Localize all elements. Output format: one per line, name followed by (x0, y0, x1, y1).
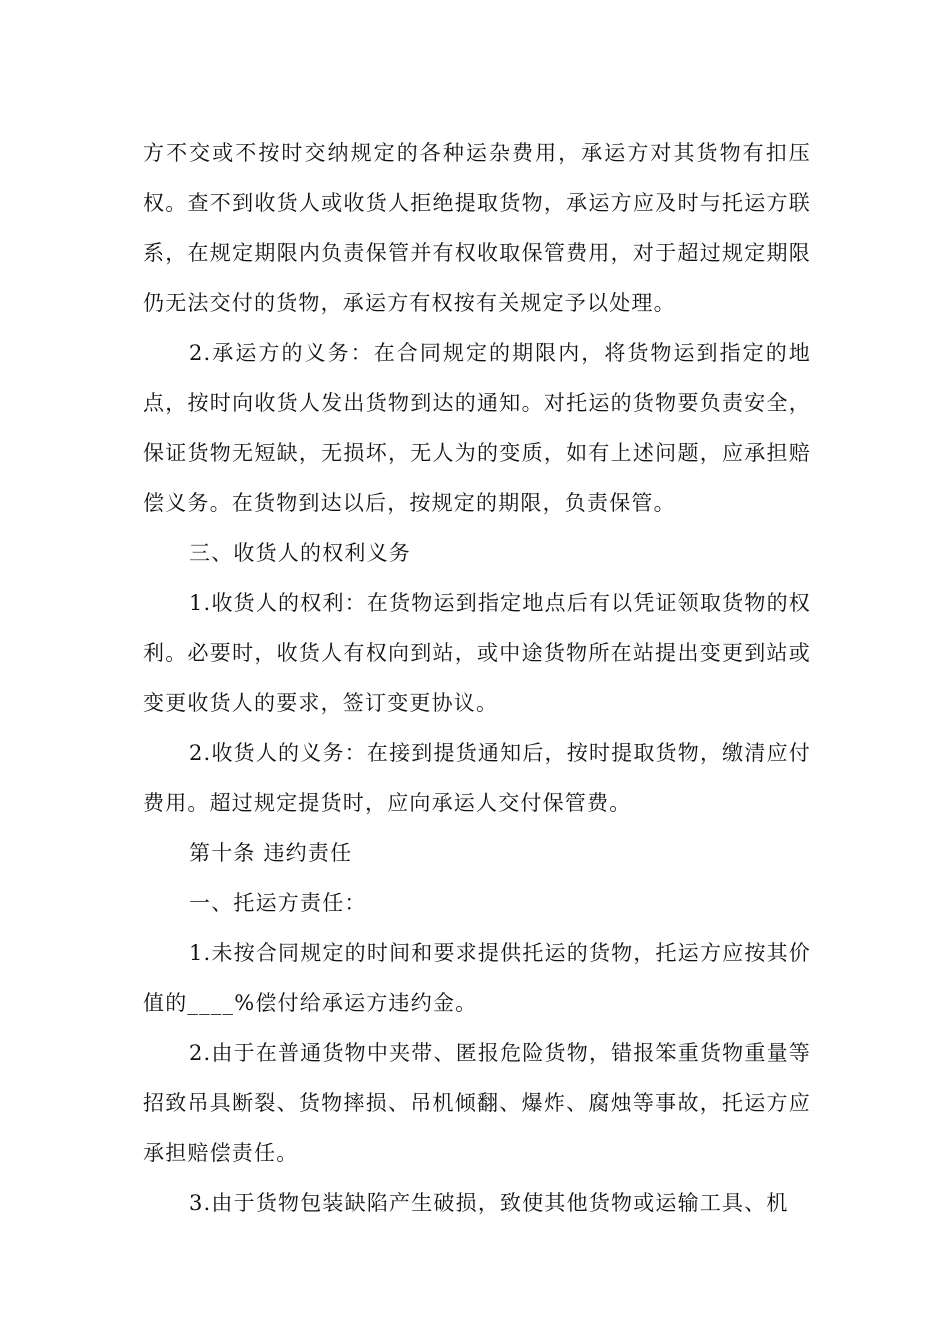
paragraph-continuation: 方不交或不按时交纳规定的各种运杂费用，承运方对其货物有扣压权。查不到收货人或收货人拒绝提取货物，承运方应及时与托运方联系，在规定期限内负责保管并有权收取保管费用，对于超过规定期限仍无法交付的货物，承运方有权按有关规定予以处理。 (143, 141, 811, 315)
paragraph-consignee-rights: 1.收货人的权利：在货物运到指定地点后有以凭证领取货物的权利。必要时，收货人有权向到站，或中途货物所在站提出变更到站或变更收货人的要求，签订变更协议。 (143, 591, 811, 715)
document-body (143, 128, 811, 1228)
paragraph-consignee-obligations: 2.收货人的义务：在接到提货通知后，按时提取货物，缴清应付费用。超过规定提货时，应向承运人交付保管费。 (143, 741, 811, 815)
section-heading-consignee-rights: 三、收货人的权利义务 (189, 541, 411, 565)
paragraph-liability-item-2: 2.由于在普通货物中夹带、匿报危险货物，错报笨重货物重量等招致吊具断裂、货物摔损、吊机倾翻、爆炸、腐烛等事故，托运方应承担赔偿责任。 (143, 1041, 811, 1165)
section-heading-shipper-liability: 一、托运方责任： (189, 891, 367, 915)
paragraph-carrier-obligations: 2.承运方的义务：在合同规定的期限内，将货物运到指定的地点，按时向收货人发出货物到达的通知。对托运的货物要负责安全，保证货物无短缺，无损坏，无人为的变质，如有上述问题，应承担赔偿义务。在货物到达以后，按规定的期限，负责保管。 (143, 341, 811, 515)
paragraph-liability-item-3: 3.由于货物包装缺陷产生破损，致使其他货物或运输工具、机 (189, 1191, 789, 1215)
paragraph-liability-item-1: 1.未按合同规定的时间和要求提供托运的货物，托运方应按其价值的____%偿付给承运方违约金。 (143, 941, 811, 1015)
article-heading-liability: 第十条 违约责任 (189, 841, 353, 865)
